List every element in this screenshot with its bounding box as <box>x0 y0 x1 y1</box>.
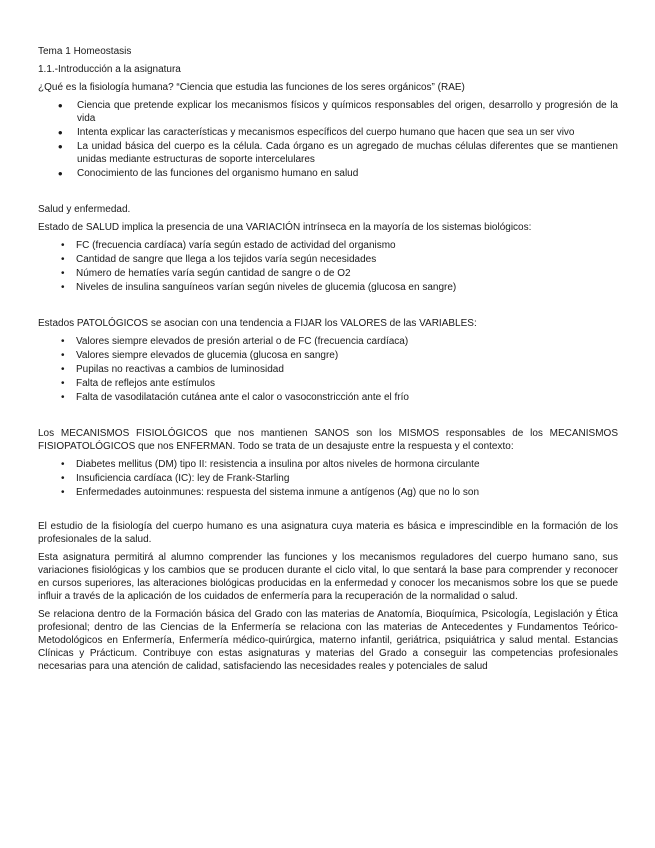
list-item: • Número de hematíes varía según cantidad de sangre o de O2 <box>38 267 618 280</box>
list-item: • Valores siempre elevados de presión arterial o de FC (frecuencia cardíaca) <box>38 335 618 348</box>
list-item: • Falta de reflejos ante estímulos <box>38 377 618 390</box>
list-item: • Conocimiento de las funciones del organismo humano en salud <box>38 167 618 180</box>
list-item: • Cantidad de sangre que llega a los tejidos varía según necesidades <box>38 253 618 266</box>
paragraph: Se relaciona dentro de la Formación básica del Grado con las materias de Anatomía, Bioquímica, Psicología, Legislación y Ética profesional; dentro de las Ciencias de la Enfermería se relaciona con las materias de Antecedentes y Fundamentos Teórico-Metodológicos en Enfermería, Enfermería médico-quirúrgica, materno infantil, geriátrica, psiquiátrica y salud mental. Estancias Clínicas y Prácticum. Contribuye con estas asignaturas y materias del Grado a conseguir las competencias profesionales necesarias para una atención de calidad, satisfaciendo las necesidades reales y potenciales de salud <box>38 609 618 672</box>
list-item: • Ciencia que pretende explicar los mecanismos físicos y químicos responsables del origen, desarrollo y progresión de la vida <box>38 99 618 125</box>
paragraph: Esta asignatura permitirá al alumno comprender las funciones y los mecanismos reguladores del cuerpo humano sano, sus variaciones fisiológicas y los cambios que se producen durante el ciclo vital, lo que sentará la base para comprender y reconocer en cursos superiores, las alteraciones biológicas producidas en la enfermedad y conocer los mecanismos sobre los que se puede influir a través de la aplicación de los cuidados de enfermería para la recuperación de la normalidad o salud. <box>38 552 618 602</box>
mechanisms-list <box>38 458 618 499</box>
mechanisms-intro: Los MECANISMOS FISIOLÓGICOS que nos mantienen SANOS son los MISMOS responsables de los MECANISMOS FISIOPATOLÓGICOS que nos ENFERMAN. Todo se trata de un desajuste entre la respuesta y el contexto: <box>38 428 618 452</box>
definition-list <box>38 99 618 180</box>
section-subheading: 1.1.-Introducción a la asignatura <box>38 64 181 75</box>
pathology-list <box>38 335 618 404</box>
list-item: • Niveles de insulina sanguíneos varían según niveles de glucemia (glucosa en sangre) <box>38 281 618 294</box>
health-list <box>38 239 618 294</box>
document-page <box>38 45 618 678</box>
list-item: • Enfermedades autoinmunes: respuesta del sistema inmune a antígenos (Ag) que no lo son <box>38 486 618 499</box>
list-item: • Pupilas no reactivas a cambios de luminosidad <box>38 363 618 376</box>
page-heading: Tema 1 Homeostasis <box>38 46 132 57</box>
pathology-intro: Estados PATOLÓGICOS se asocian con una tendencia a FIJAR los VALORES de las VARIABLES: <box>38 318 477 329</box>
list-item: • FC (frecuencia cardíaca) varía según estado de actividad del organismo <box>38 239 618 252</box>
physiology-question: ¿Qué es la fisiología humana? “Ciencia que estudia las funciones de los seres orgánicos” (RAE) <box>38 82 465 93</box>
paragraph: El estudio de la fisiología del cuerpo humano es una asignatura cuya materia es básica e imprescindible en la formación de los profesionales de la salud. <box>38 521 618 545</box>
health-title: Salud y enfermedad. <box>38 204 131 215</box>
list-item: • Diabetes mellitus (DM) tipo II: resistencia a insulina por altos niveles de hormona circulante <box>38 458 618 471</box>
list-item: • La unidad básica del cuerpo es la célula. Cada órgano es un agregado de muchas células diferentes que se mantienen unidas mediante estructuras de soporte intercelulares <box>38 140 618 166</box>
health-intro: Estado de SALUD implica la presencia de una VARIACIÓN intrínseca en la mayoría de los sistemas biológicos: <box>38 222 532 233</box>
list-item: • Intenta explicar las características y mecanismos específicos del cuerpo humano que hacen que sea un ser vivo <box>38 126 618 139</box>
list-item: • Falta de vasodilatación cutánea ante el calor o vasoconstricción ante el frío <box>38 391 618 404</box>
list-item: • Insuficiencia cardíaca (IC): ley de Frank-Starling <box>38 472 618 485</box>
list-item: • Valores siempre elevados de glucemia (glucosa en sangre) <box>38 349 618 362</box>
